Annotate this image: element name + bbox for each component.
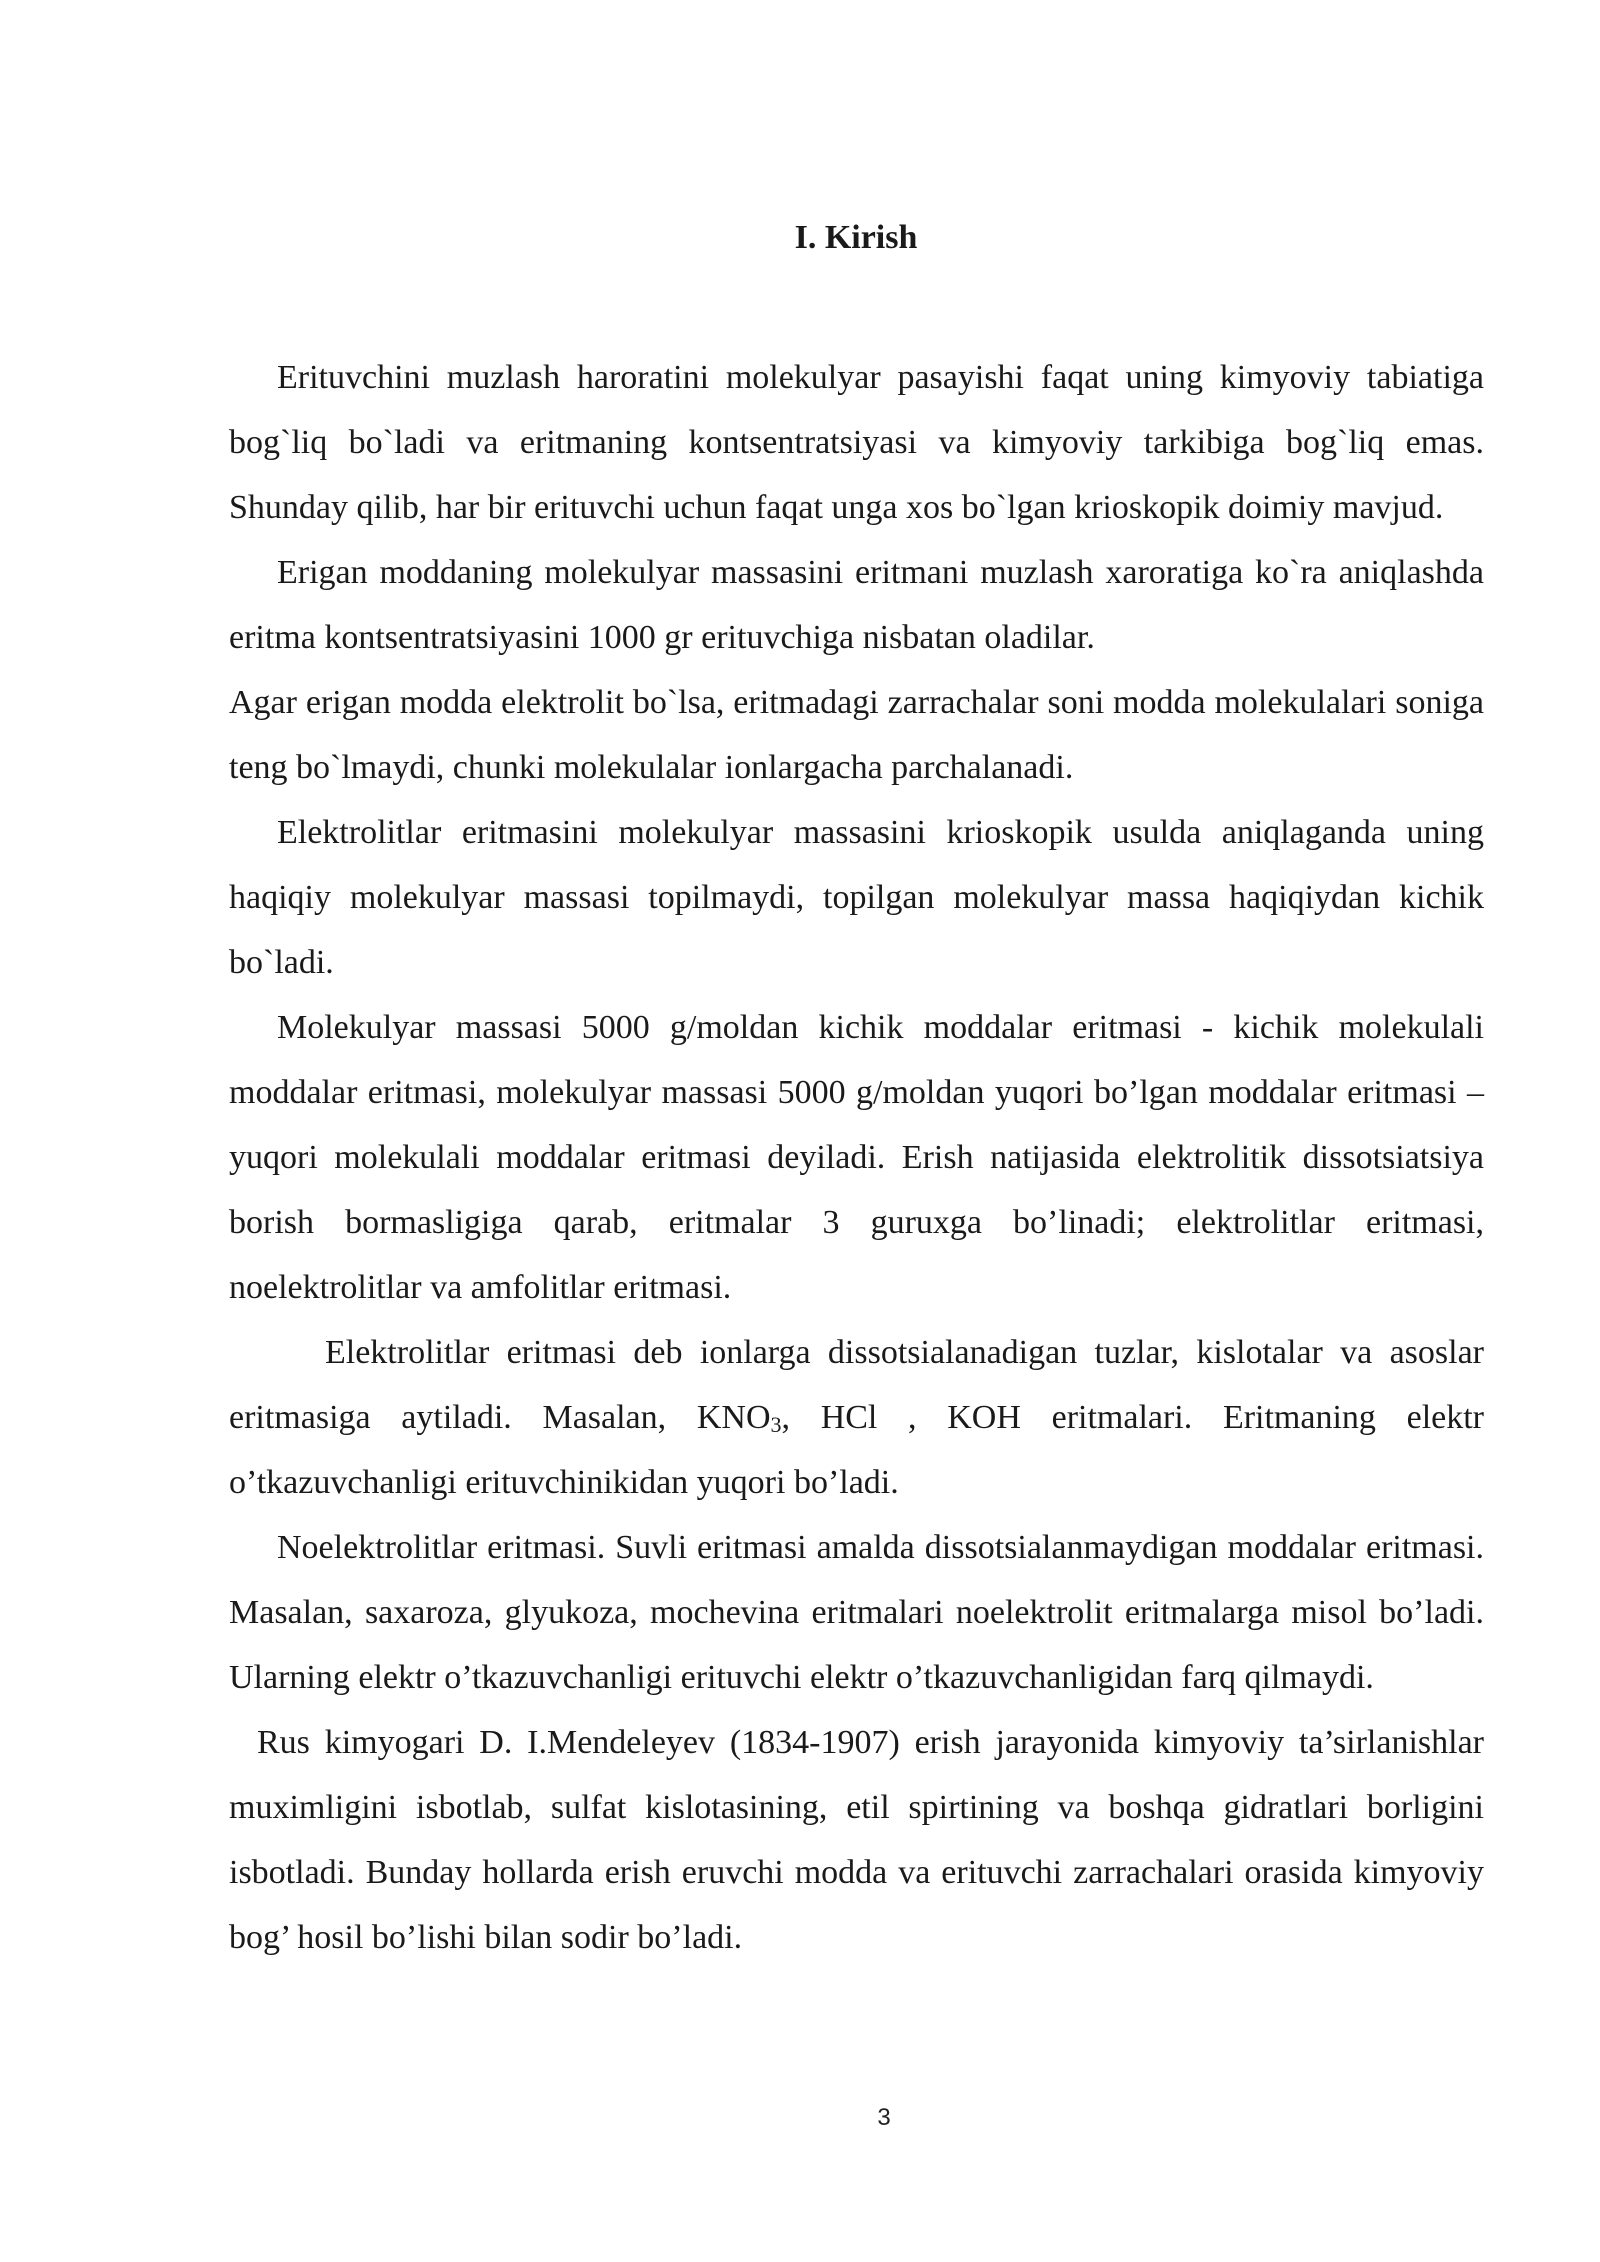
page-title: I. Kirish [794,219,918,256]
paragraph-mendeleyev: Rus kimyogari D. I.Mendeleyev (1834-1907) erish jarayonida kimyoviy ta’sirlanishlar muximligini isbotlab, sulfat kislotasining, etil spirtining va boshqa gidratlari borligini isbotladi. Bunday hollarda erish eruvchi modda va erituvchi zarrachalari orasida kimyoviy bog’ hosil bo’lishi bilan sodir bo’ladi. [229,1724,1484,1956]
paragraph-eritmalar-guruxlari: Molekulyar massasi 5000 g/moldan kichik moddalar eritmasi - kichik molekulali moddalar eritmasi, molekulyar massasi 5000 g/moldan yuqori bo’lgan moddalar eritmasi – yuqori molekulali moddalar eritmasi deyiladi. Erish natijasida elektrolitik dissotsiatsiya borish bormasligiga qarab, eritmalar 3 guruxga bo’linadi; elektrolitlar eritmasi, noelektrolitlar va amfolitlar eritmasi. [229,1009,1484,1306]
paragraph-molekulyar-massa: Erigan moddaning molekulyar massasini eritmani muzlash xaroratiga ko`ra aniqlashda eritma kontsentratsiyasini 1000 gr erituvchiga nisbatan oladilar. [229,554,1484,656]
body-text [229,345,1484,1970]
paragraph-elektrolitlar-eritmasi [229,1320,1484,1515]
subscript-3: 3 [770,1412,782,1437]
paragraph-noelektrolitlar-eritmasi: Noelektrolitlar eritmasi. Suvli eritmasi amalda dissotsialanmaydigan moddalar eritmasi. Masalan, saxaroza, glyukoza, mochevina eritmalari noelektrolit eritmalarga misol bo’ladi. Ularning elektr o’tkazuvchanligi erituvchi elektr o’tkazuvchanligidan farq qilmaydi. [229,1529,1484,1696]
paragraph-text-end: , HCl , KOH eritmalari. Eritmaning elektr o’tkazuvchanligi erituvchinikidan yuqori bo’ladi. [229,1399,1484,1501]
page-number: 3 [877,2104,891,2131]
paragraph-krioskopik-doimiy: Erituvchini muzlash haroratini molekulyar pasayishi faqat uning kimyoviy tabiatiga bog`liq bo`ladi va eritmaning kontsentratsiyasi va kimyoviy tarkibiga bog`liq emas. Shunday qilib, har bir erituvchi uchun faqat unga xos bo`lgan krioskopik doimiy mavjud. [229,359,1484,526]
paragraph-elektrolit-zarrachalar: Agar erigan modda elektrolit bo`lsa, eritmadagi zarrachalar soni modda molekulalari soniga teng bo`lmaydi, chunki molekulalar ionlargacha parchalanadi. [229,684,1484,786]
paragraph-text-start: Elektrolitlar eritmasi deb ionlarga dissotsialanadigan tuzlar, kislotalar va asoslar eritmasiga aytiladi. Masalan, KNO [229,1334,1484,1436]
paragraph-elektrolitlar-krioskopik: Elektrolitlar eritmasini molekulyar massasini krioskopik usulda aniqlaganda uning haqiqiy molekulyar massasi topilmaydi, topilgan molekulyar massa haqiqiydan kichik bo`ladi. [229,814,1484,981]
